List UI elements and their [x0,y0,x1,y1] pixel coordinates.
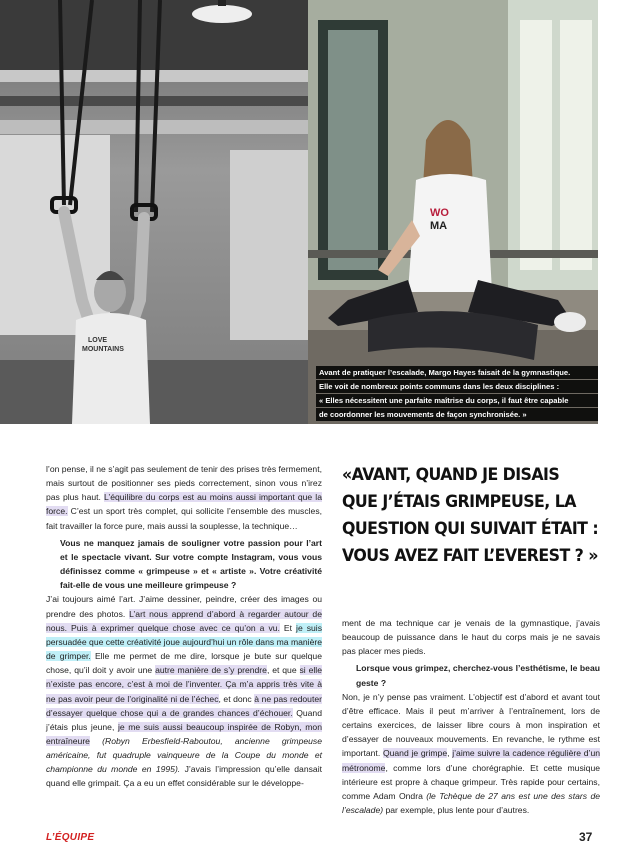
interview-question: Vous ne manquez jamais de souligner votre passion pour l’art et le spectacle vivant. Sur votre compte Instagram, vous vous définissez comme « grimpeuse » et « artiste ». Votre créativité fait-elle de vous une meilleure grimpeuse ? [60,537,322,591]
pull-quote-line: «AVANT, QUAND JE DISAIS [342,465,560,485]
pull-quote-line: QUESTION QUI SUIVAIT ÉTAIT : [342,519,599,539]
text-run: , et donc [218,693,252,704]
text-run: C’est un sport très complet, qui sollicite l’ensemble des muscles, fait travailler la force pure, mais aussi la souplesse, la technique… [46,506,323,531]
photo-climber-trx [0,0,308,424]
text-run: Quand j’étais plus jeune, [46,707,322,732]
pull-quote-line: QUE J’ÉTAIS GRIMPEUSE, LA [342,492,576,512]
text-run: , comme lors d’une chorégraphie. Et cette musique intérieure est propre à chaque grimpeur. Très rapide pour certains, comme Adam Ondra [342,762,600,801]
highlight-purple: L’équilibre du corps est au moins aussi important que la force. [46,492,322,517]
caption-line: Avant de pratiquer l’escalade, Margo Hayes faisait de la gymnastique. [316,366,598,379]
photo-caption [316,366,598,422]
highlight-purple: je me suis aussi beaucoup inspirée de Robyn, mon entraîneure [46,721,322,746]
photo-climber-splits [308,0,598,424]
text-italic: (le Tchèque de 27 ans est une des stars de l’escalade) [342,790,600,816]
left-column [46,462,322,791]
highlight-purple: autre manière de s’y prendre [155,665,267,676]
text-run: J’avais l’impression qu’elle dansait quand elle grimpait. Ça a eu un effet considérable sur le développe- [46,764,322,789]
highlight-purple: L’art nous apprend d’abord à regarder autour de nous. Puis à exprimer quelque chose avec ce qu’on a vu. [46,608,322,633]
highlight-purple: si elle n’existe pas encore, c’est à moi de l’inventer. Ça m’a appris très vite à ne pas avoir peur de l’originalité ni de l’échec [46,665,322,704]
caption-line: « Elles nécessitent une parfaite maîtrise du corps, il faut être capable [316,394,598,407]
text-run: J’ai toujours aimé l’art. J’aime dessiner, peindre, créer des images ou prendre des photos. [46,594,322,619]
photo-climber-trx-illustration [0,0,308,424]
svg-text:WO: WO [430,207,449,219]
svg-text:LOVE: LOVE [88,337,108,344]
text-run: , [447,748,450,759]
text-run: , et que [266,665,297,676]
svg-text:MA: MA [430,220,448,232]
left-paragraph-1 [46,462,322,533]
right-paragraph-1: ment de ma technique car je venais de la gymnastique, j’avais beaucoup de puissance dans le haut du corps mais je ne savais pas placer mes pieds. [342,618,600,657]
text-run: par exemple, plus lente pour d’autres. [385,805,530,816]
caption-line: de coordonner les mouvements de façon synchronisée. » [316,408,598,421]
photo-climber-splits-illustration [308,0,598,424]
highlight-cyan: je suis persuadée que cette créativité joue aujourd’hui un rôle dans ma manière de grimper. [46,622,323,662]
right-paragraph-2 [342,690,600,817]
interview-question: Lorsque vous grimpez, cherchez-vous l’esthétisme, le beau geste ? [356,663,600,688]
caption-line: Elle voit de nombreux points communs dans les deux disciplines : [316,380,598,393]
highlight-purple: Quand je grimpe [382,748,448,759]
pull-quote-line: VOUS AVEZ FAIT L’EVEREST ? » [342,546,598,566]
highlight-purple: j’aime suivre la cadence régulière d’un métronome [342,748,601,773]
text-run: Et [283,622,293,633]
lequipe-logo: L’ÉQUIPE [46,832,95,843]
page-number: 37 [579,830,593,844]
left-paragraph-2 [46,592,322,790]
svg-text:MOUNTAINS: MOUNTAINS [82,346,124,353]
text-run: Elle me permet de me dire, lorsque je bute sur quelque chose, qu’il doit y avoir une [46,651,322,676]
text-run: Non, je n’y pense pas vraiment. L’objectif est d’abord et avant tout d’être efficace. Mais il peut m’arriver à l’entraînement, lors de certains exercices, de laisser libre cours à mon inspiration et d’essayer de nouveaux mouvements. En revanche, le rythme est important. [342,691,600,759]
pull-quote [342,462,599,570]
highlight-purple: à ne pas redouter d’essayer quelque chose qui a de grandes chances d’échouer. [46,693,322,718]
text-italic: (Robyn Erbesfield-Raboutou, ancienne grimpeuse américaine, fut quadruple vainqueure de la Coupe du monde et championne du monde en 1995). [46,735,323,775]
right-column [342,616,600,817]
text-run: l’on pense, il ne s’agit pas seulement de tenir des prises très fermement, mais surtout de positionner ses pieds correctement, sinon vous n’irez pas plus haut. [46,464,322,503]
